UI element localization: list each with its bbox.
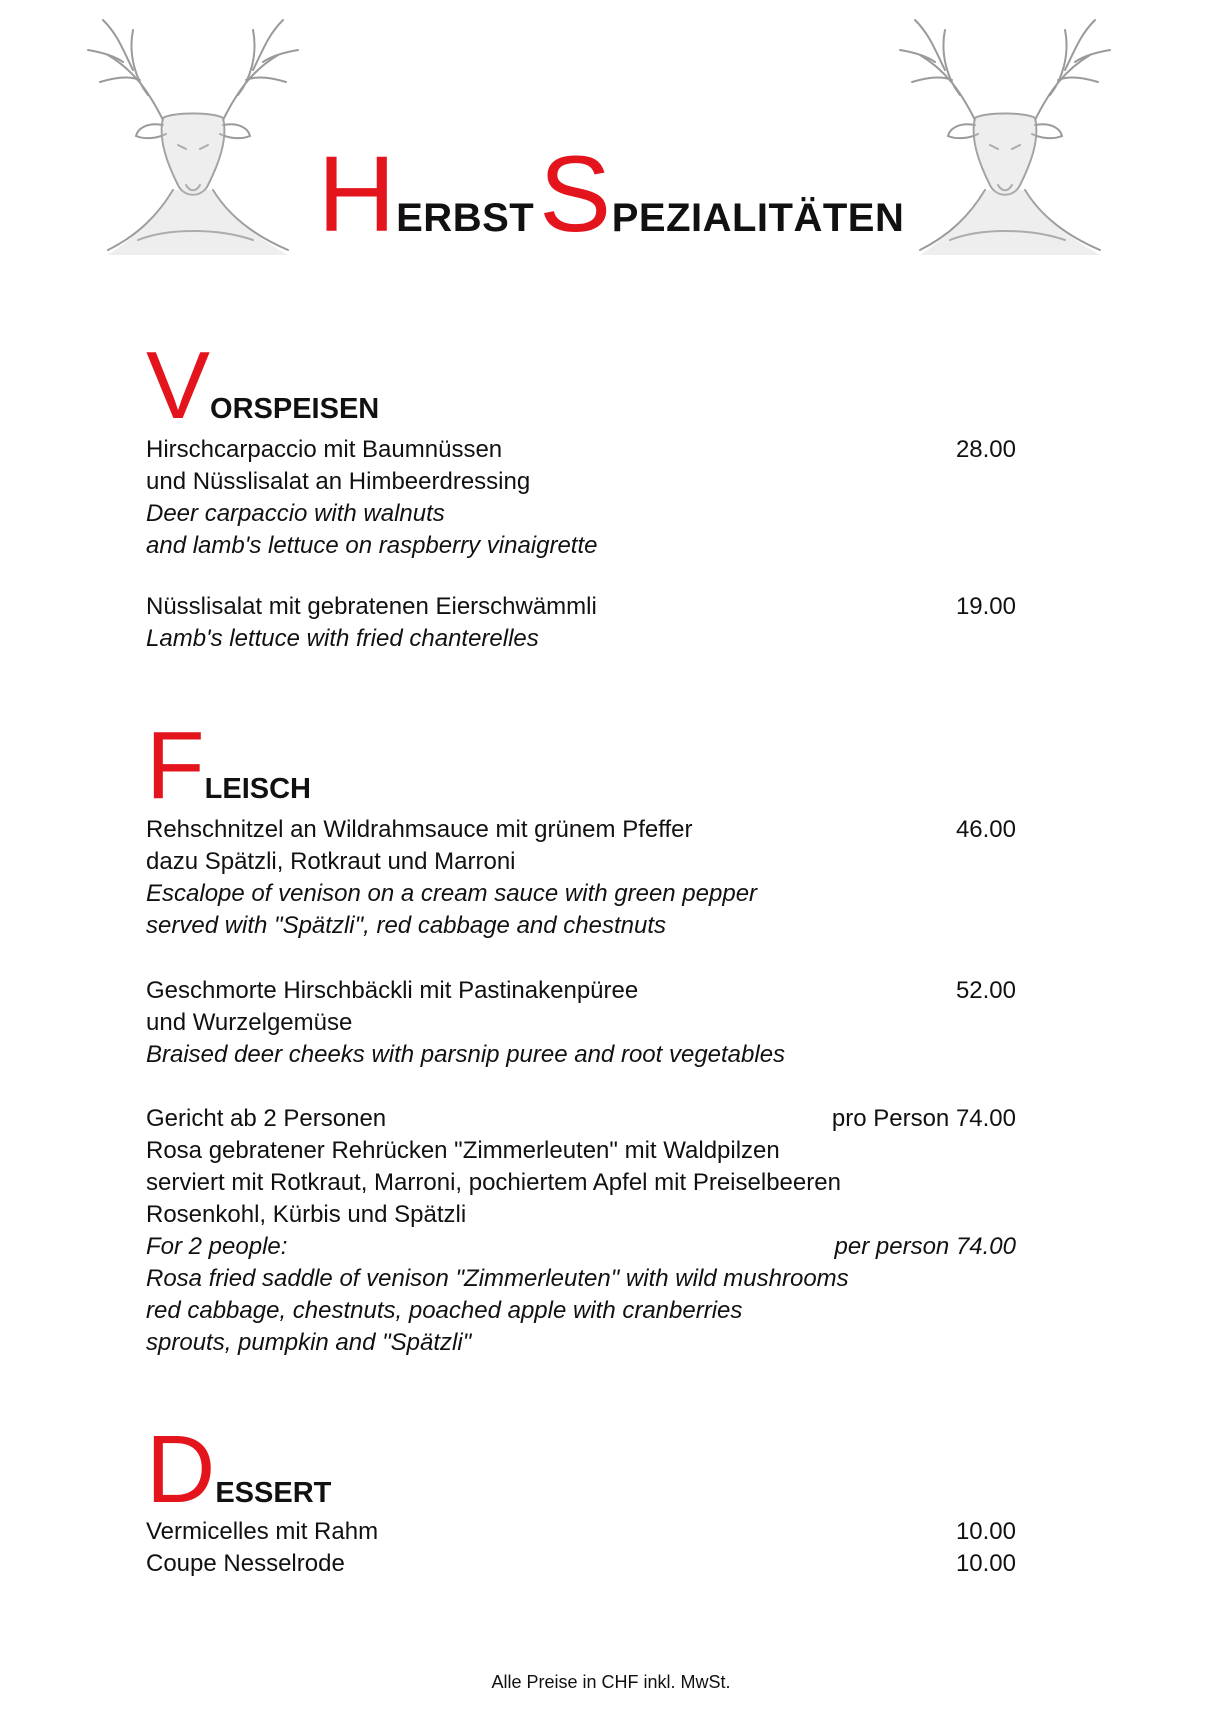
section-initial: V — [146, 332, 211, 439]
menu-item-desserts — [146, 1516, 1016, 1580]
menu-item-hirschcarpaccio — [146, 434, 1016, 562]
item-line-de: und Wurzelgemüse — [146, 1009, 353, 1036]
item-line-en: Escalope of venison on a cream sauce with green pepper — [146, 880, 758, 907]
section-heading-vorspeisen — [146, 332, 380, 439]
item-name-de: Gericht ab 2 Personen — [146, 1105, 387, 1132]
item-price: 10.00 — [955, 1518, 1016, 1545]
price-note: Alle Preise in CHF inkl. MwSt. — [491, 1672, 731, 1692]
item-name-de: Rehschnitzel an Wildrahmsauce mit grünem Pfeffer — [146, 816, 693, 843]
title-word-herbst: ERBST — [396, 196, 535, 240]
item-line-de: Rosenkohl, Kürbis und Spätzli — [146, 1201, 467, 1228]
menu-item-rehschnitzel — [146, 814, 1016, 942]
item-line-en: red cabbage, chestnuts, poached apple with cranberries — [146, 1297, 743, 1324]
section-heading-rest: ESSERT — [215, 1477, 332, 1509]
item-name-en: For 2 people: — [146, 1233, 288, 1260]
item-price: pro Person 74.00 — [831, 1105, 1016, 1132]
item-price: 46.00 — [955, 816, 1016, 843]
section-initial: D — [146, 1416, 216, 1523]
section-initial: F — [146, 712, 205, 819]
title-word-spezialitaeten: PEZIALITÄTEN — [611, 196, 905, 240]
menu-item-hirschbaeckli — [146, 975, 1016, 1071]
page-title — [0, 133, 1222, 254]
menu-item-nuesslisalat — [146, 591, 1016, 655]
item-line-en: sprouts, pumpkin and "Spätzli" — [146, 1329, 472, 1356]
item-name-de: Nüsslisalat mit gebratenen Eierschwämmli — [146, 593, 597, 620]
item-line-de: serviert mit Rotkraut, Marroni, pochiertem Apfel mit Preiselbeeren — [146, 1169, 841, 1196]
item-line-de: Rosa gebratener Rehrücken "Zimmerleuten" mit Waldpilzen — [146, 1137, 780, 1164]
title-initial-h: H — [317, 133, 397, 254]
item-line-de: dazu Spätzli, Rotkraut und Marroni — [146, 848, 516, 875]
menu-item-rehruecken — [146, 1103, 1016, 1359]
item-line-de: und Nüsslisalat an Himbeerdressing — [146, 468, 531, 495]
section-heading-rest: ORSPEISEN — [210, 393, 380, 425]
item-name-de: Vermicelles mit Rahm — [146, 1518, 379, 1545]
item-price-en: per person 74.00 — [834, 1233, 1016, 1260]
item-line-en: Rosa fried saddle of venison "Zimmerleuten" with wild mushrooms — [146, 1265, 849, 1292]
section-heading-rest: LEISCH — [204, 773, 311, 805]
item-price: 10.00 — [955, 1550, 1016, 1577]
title-initial-s: S — [539, 133, 612, 254]
item-price: 19.00 — [955, 593, 1016, 620]
item-price: 52.00 — [955, 977, 1016, 1004]
item-name-de: Hirschcarpaccio mit Baumnüssen — [146, 436, 503, 463]
item-line-en: and lamb's lettuce on raspberry vinaigrette — [146, 532, 598, 559]
section-heading-fleisch — [146, 712, 311, 819]
section-heading-dessert — [146, 1416, 332, 1523]
item-line-en: Deer carpaccio with walnuts — [146, 500, 445, 527]
item-line-en: Braised deer cheeks with parsnip puree and root vegetables — [146, 1041, 786, 1068]
item-name-de: Coupe Nesselrode — [146, 1550, 345, 1577]
item-line-en: served with "Spätzli", red cabbage and chestnuts — [146, 912, 667, 939]
item-price: 28.00 — [955, 436, 1016, 463]
item-line-en: Lamb's lettuce with fried chanterelles — [146, 625, 539, 652]
item-name-de: Geschmorte Hirschbäckli mit Pastinakenpüree — [146, 977, 639, 1004]
